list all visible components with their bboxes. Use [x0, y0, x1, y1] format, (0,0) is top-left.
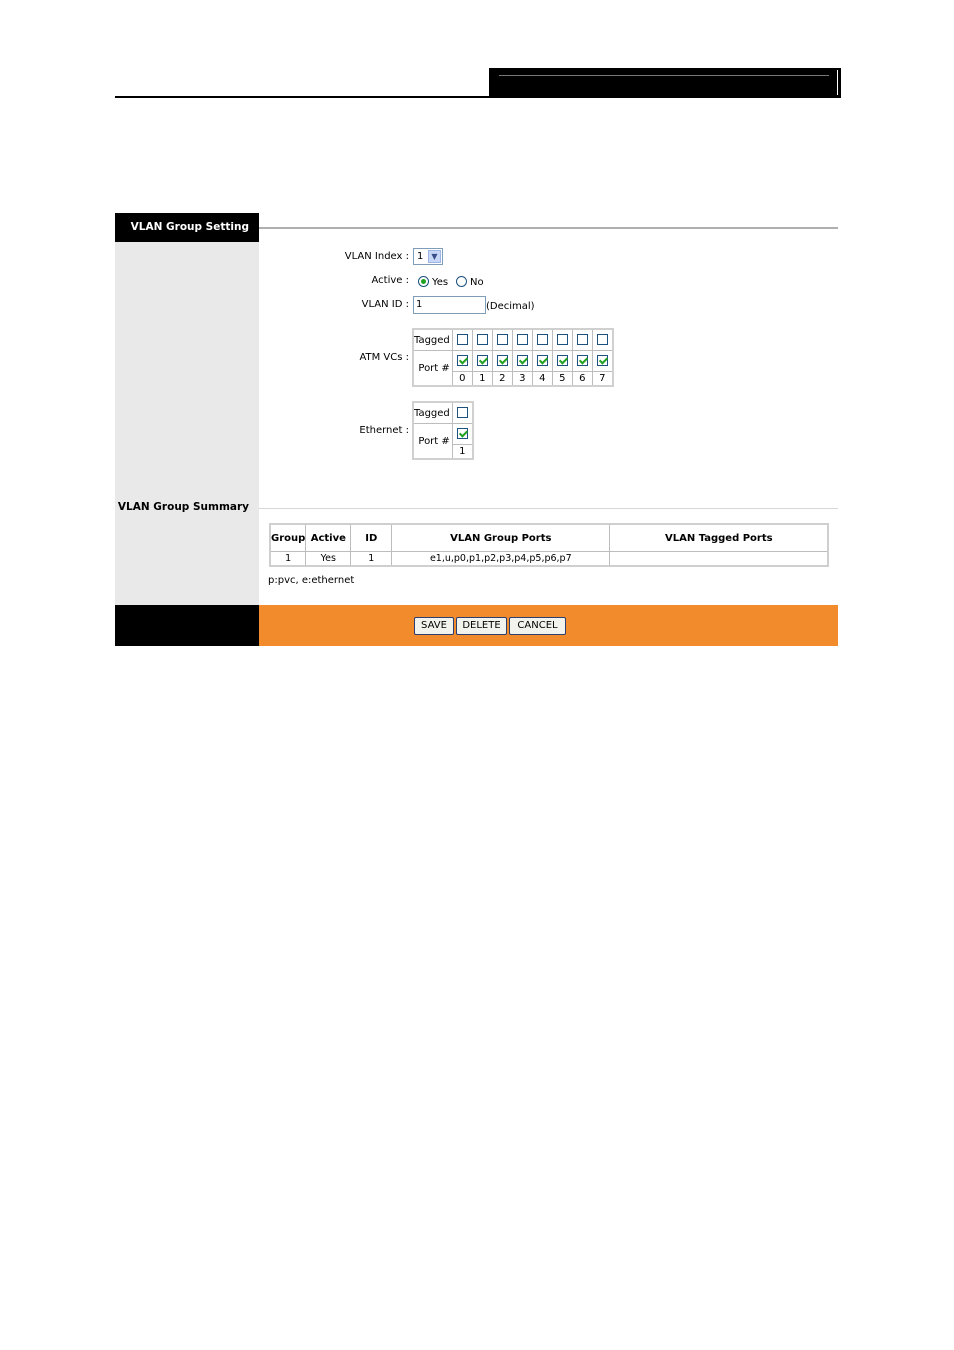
atm-vcs-grid	[412, 328, 614, 387]
summary-divider	[259, 508, 838, 509]
atm-tagged-checkbox-7[interactable]	[597, 334, 608, 345]
summary-header-group-ports: VLAN Group Ports	[392, 524, 610, 552]
cancel-button[interactable]: CANCEL	[509, 617, 566, 635]
ethernet-port-label: Port #	[413, 424, 452, 460]
atm-tagged-checkbox-6[interactable]	[577, 334, 588, 345]
atm-port-checkbox-4[interactable]	[537, 355, 548, 366]
vlan-index-label: VLAN Index :	[344, 251, 409, 262]
summary-legend: p:pvc, e:ethernet	[268, 575, 355, 586]
ethernet-port-number: 1	[452, 445, 473, 460]
chevron-down-icon[interactable]: ▼	[428, 250, 441, 263]
vlan-summary-table	[269, 523, 829, 567]
vlan-group-panel	[115, 213, 838, 646]
summary-header-id: ID	[351, 524, 392, 552]
atm-port-checkbox-5[interactable]	[557, 355, 568, 366]
ethernet-port-checkbox-1[interactable]	[457, 428, 468, 439]
atm-port-checkbox-7[interactable]	[597, 355, 608, 366]
atm-port-number: 3	[512, 372, 532, 387]
atm-port-number: 0	[452, 372, 472, 387]
summary-cell-id: 1	[351, 552, 392, 567]
ethernet-port-row	[413, 424, 473, 445]
summary-header-row	[270, 524, 828, 552]
vlan-index-value: 1	[417, 251, 424, 262]
table-row	[270, 552, 828, 567]
header-tick	[837, 70, 838, 95]
footer-left	[115, 605, 259, 646]
atm-tagged-checkbox-5[interactable]	[557, 334, 568, 345]
delete-button[interactable]: DELETE	[456, 617, 507, 635]
ethernet-grid	[412, 401, 474, 460]
summary-header-group: Group	[270, 524, 306, 552]
atm-port-number: 7	[592, 372, 613, 387]
summary-cell-group: 1	[270, 552, 306, 567]
atm-tagged-label: Tagged	[413, 329, 452, 351]
atm-vcs-label: ATM VCs :	[359, 352, 409, 363]
summary-header-active: Active	[306, 524, 351, 552]
active-no-radio[interactable]	[456, 276, 467, 287]
ethernet-label: Ethernet :	[359, 425, 409, 436]
atm-tagged-checkbox-3[interactable]	[517, 334, 528, 345]
atm-tagged-checkbox-1[interactable]	[477, 334, 488, 345]
ethernet-tagged-label: Tagged	[413, 402, 452, 424]
active-yes-radio[interactable]	[418, 276, 429, 287]
atm-tagged-row	[413, 329, 613, 351]
save-button[interactable]: SAVE	[414, 617, 454, 635]
active-label: Active :	[371, 275, 409, 286]
atm-port-checkbox-0[interactable]	[457, 355, 468, 366]
left-column	[115, 213, 259, 646]
vlan-id-input[interactable]: 1	[413, 296, 486, 314]
section-divider	[259, 227, 838, 229]
vlan-id-label: VLAN ID :	[361, 299, 409, 310]
vlan-id-hint: (Decimal)	[486, 301, 535, 312]
atm-port-row	[413, 351, 613, 372]
ethernet-tagged-row	[413, 402, 473, 424]
active-no-label: No	[470, 277, 484, 288]
atm-port-number: 6	[572, 372, 592, 387]
footer-button-bar	[259, 605, 838, 646]
summary-cell-group-ports: e1,u,p0,p1,p2,p3,p4,p5,p6,p7	[392, 552, 610, 567]
atm-port-checkbox-1[interactable]	[477, 355, 488, 366]
summary-header-tagged-ports: VLAN Tagged Ports	[610, 524, 829, 552]
atm-port-number: 4	[532, 372, 552, 387]
header-rule	[499, 75, 829, 76]
vlan-index-select[interactable]	[413, 248, 443, 265]
header-underline	[115, 96, 841, 98]
summary-cell-active: Yes	[306, 552, 351, 567]
atm-port-checkbox-6[interactable]	[577, 355, 588, 366]
active-yes-label: Yes	[432, 277, 449, 288]
atm-port-number: 1	[472, 372, 492, 387]
atm-tagged-checkbox-0[interactable]	[457, 334, 468, 345]
atm-tagged-checkbox-2[interactable]	[497, 334, 508, 345]
summary-cell-tagged-ports	[610, 552, 829, 567]
atm-tagged-checkbox-4[interactable]	[537, 334, 548, 345]
atm-port-number: 5	[552, 372, 572, 387]
page-header-bar	[489, 68, 841, 97]
section-title: VLAN Group Setting	[115, 213, 259, 242]
atm-port-label: Port #	[413, 351, 452, 387]
atm-port-checkbox-2[interactable]	[497, 355, 508, 366]
atm-port-number: 2	[492, 372, 512, 387]
atm-port-checkbox-3[interactable]	[517, 355, 528, 366]
ethernet-tagged-checkbox-1[interactable]	[457, 407, 468, 418]
summary-title: VLAN Group Summary	[117, 501, 249, 513]
